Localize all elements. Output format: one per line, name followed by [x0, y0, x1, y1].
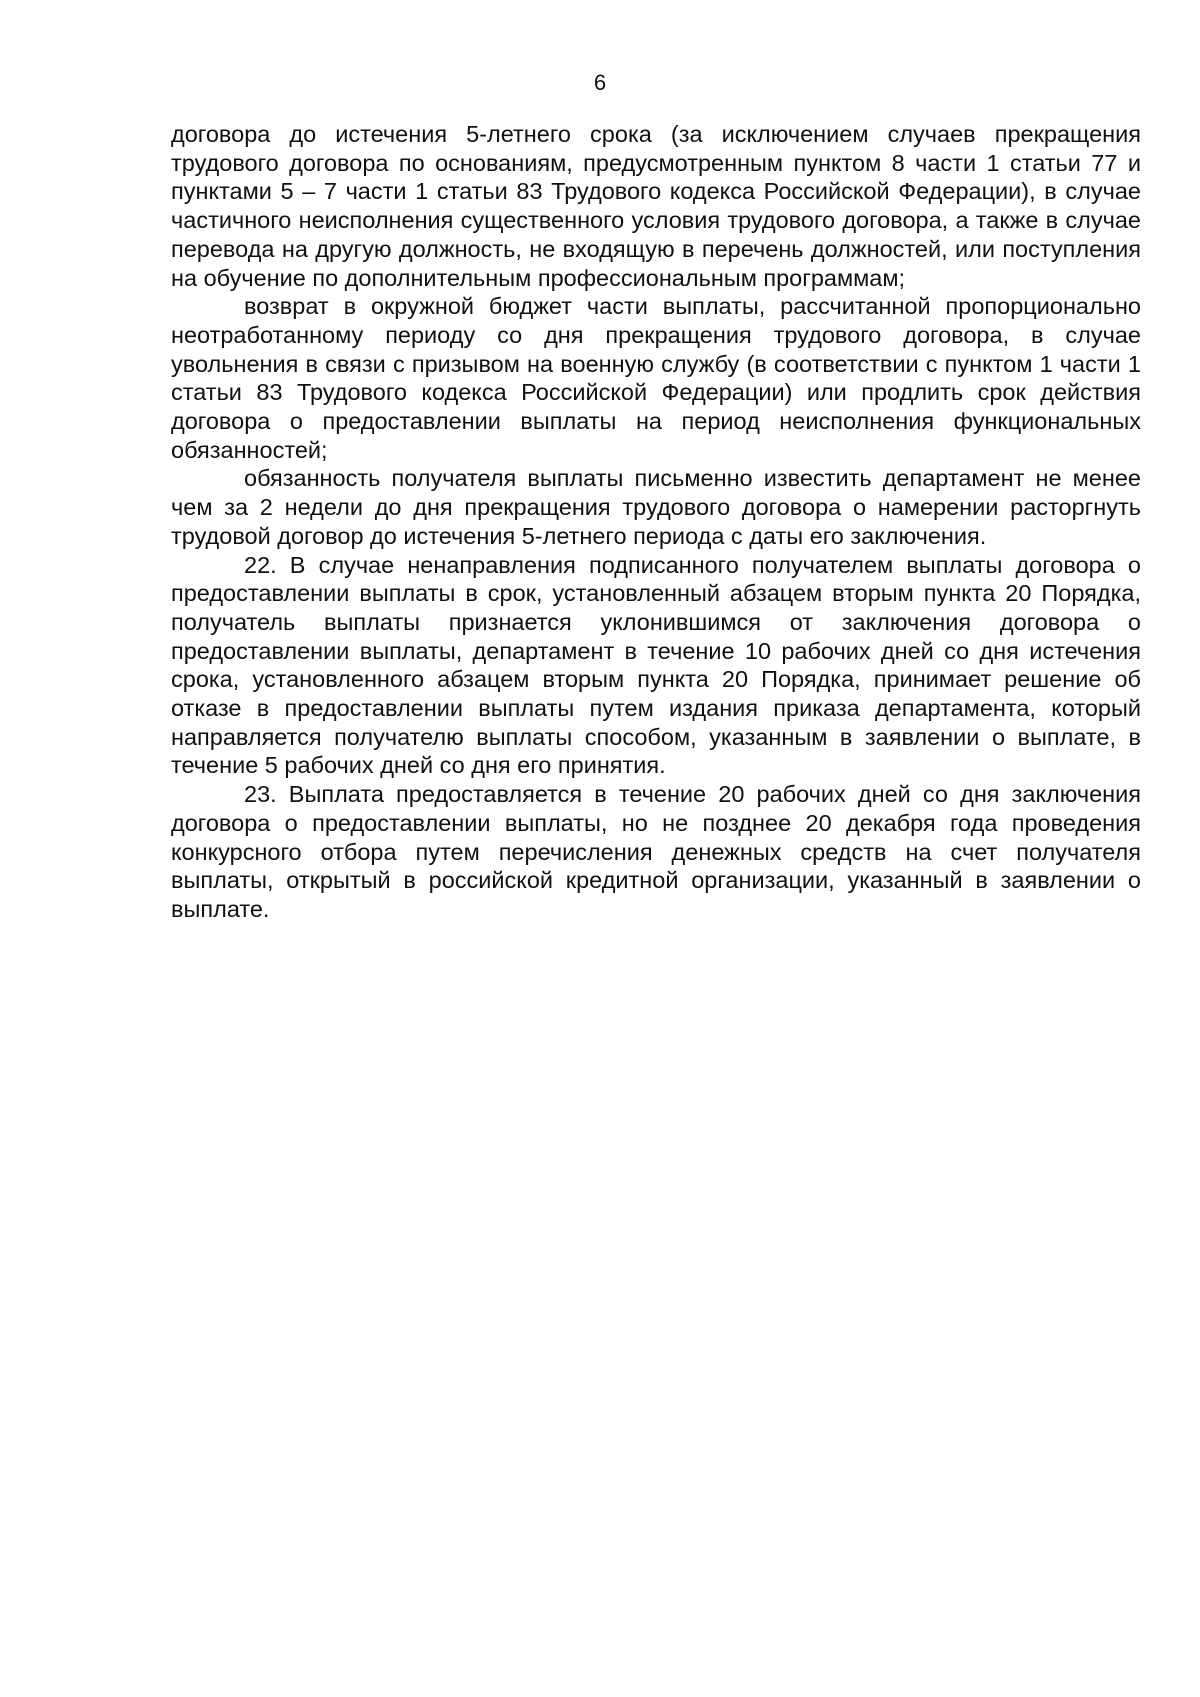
paragraph-notification-duty: обязанность получателя выплаты письменно известить департамент не менее чем за 2 недели до дня прекращения трудового договора о намерении расторгнуть трудовой договор до истечения 5-летнего периода с даты его заключения. [171, 465, 1141, 549]
document-body [171, 120, 1141, 924]
paragraph-clause-23: 23. Выплата предоставляется в течение 20 рабочих дней со дня заключения договора о предоставлении выплаты, но не позднее 20 декабря года проведения конкурсного отбора путем перечисления денежных средств на счет получателя выплаты, открытый в российской кредитной организации, указанный в заявлении о выплате. [171, 781, 1141, 922]
page-number: 6 [593, 70, 607, 95]
paragraph-continuation: договора до истечения 5-летнего срока (за исключением случаев прекращения трудового договора по основаниям, предусмотренным пунктом 8 части 1 статьи 77 и пунктами 5 – 7 части 1 статьи 83 Трудового кодекса Российской Федерации), в случае частичного неисполнения существенного условия трудового договора, а также в случае перевода на другую должность, не входящую в перечень должностей, или поступления на обучение по дополнительным профессиональным программам; [171, 121, 1141, 291]
paragraph-clause-22: 22. В случае ненаправления подписанного получателем выплаты договора о предоставлении выплаты в срок, установленный абзацем вторым пункта 20 Порядка, получатель выплаты признается уклонившимся от заключения договора о предоставлении выплаты, департамент в течение 10 рабочих дней со дня истечения срока, установленного абзацем вторым пункта 20 Порядка, принимает решение об отказе в предоставлении выплаты путем издания приказа департамента, который направляется получателю выплаты способом, указанным в заявлении о выплате, в течение 5 рабочих дней со дня его принятия. [171, 551, 1141, 779]
paragraph-budget-return: возврат в окружной бюджет части выплаты, рассчитанной пропорционально неотработанному периоду со дня прекращения трудового договора, в случае увольнения в связи с призывом на военную службу (в соответствии с пунктом 1 части 1 статьи 83 Трудового кодекса Российской Федерации) или продлить срок действия договора о предоставлении выплаты на период неисполнения функциональных обязанностей; [171, 293, 1141, 463]
